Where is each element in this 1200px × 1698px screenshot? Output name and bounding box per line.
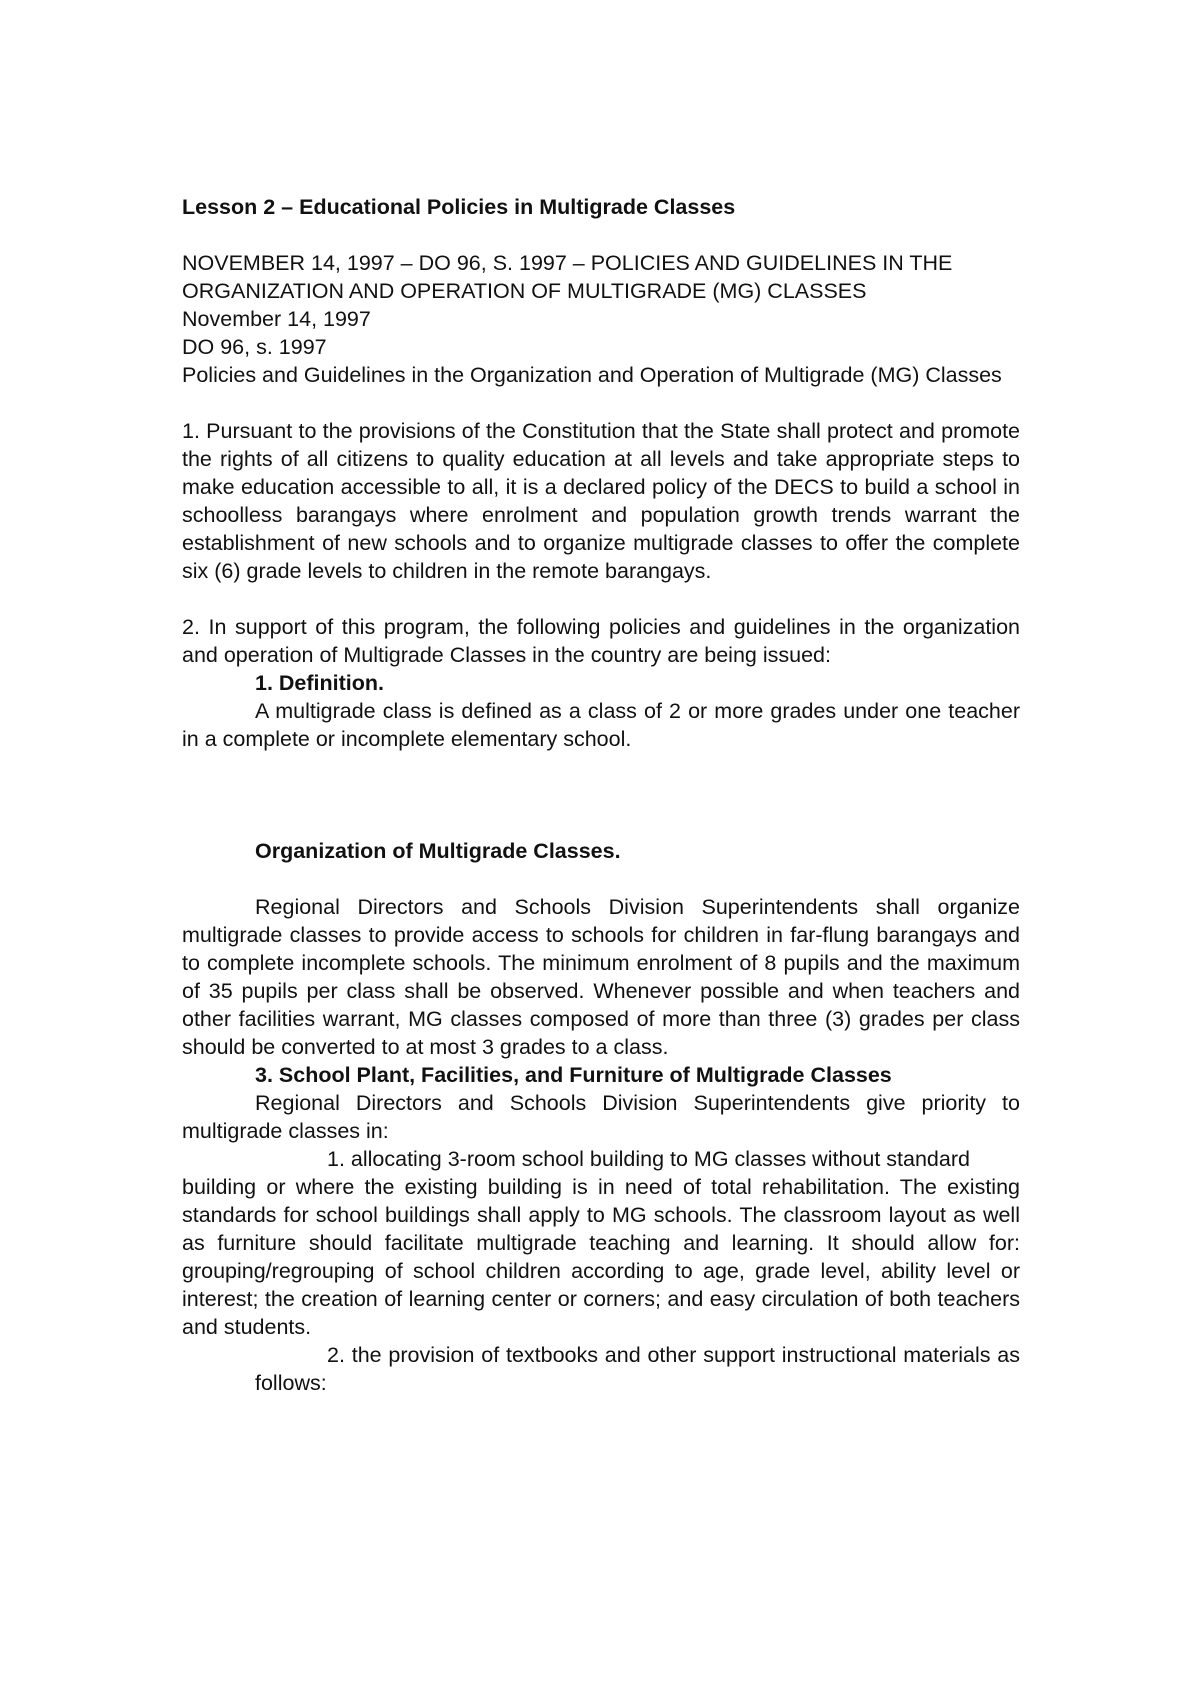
school-plant-intro: Regional Directors and Schools Division Superintendents give priority to multigrade classes in: — [182, 1091, 1020, 1143]
paragraph-2: 2. In support of this program, the following policies and guidelines in the organization and operation of Multigrade Classes in the country are being issued: — [182, 615, 1020, 667]
paragraph-1: 1. Pursuant to the provisions of the Constitution that the State shall protect and promote the rights of all citizens to quality education at all levels and take appropriate steps to make education accessible to all, it is a declared policy of the DECS to build a school in schoolless barangays where enrolment and population growth trends warrant the establishment of new schools and to organize multigrade classes to offer the complete six (6) grade levels to children in the remote barangays. — [182, 419, 1020, 583]
order-subject: Policies and Guidelines in the Organization and Operation of Multigrade (MG) Classes — [182, 363, 1002, 387]
definition-text: A multigrade class is defined as a class of 2 or more grades under one teacher in a complete or incomplete elementary school. — [182, 699, 1020, 751]
list-item-1: 1. allocating 3-room school building to MG classes without standard — [327, 1147, 970, 1171]
list-item-2: 2. the provision of textbooks and other support instructional materials as follows: — [255, 1343, 1020, 1395]
order-date: November 14, 1997 — [182, 307, 371, 331]
lesson-title: Lesson 2 – Educational Policies in Multigrade Classes — [182, 195, 736, 219]
order-number: DO 96, s. 1997 — [182, 335, 327, 359]
document-page — [182, 193, 1020, 1397]
definition-heading: 1. Definition. — [255, 671, 384, 695]
organization-text: Regional Directors and Schools Division Superintendents shall organize multigrade classes to provide access to schools for children in far-flung barangays and to complete incomplete schools. The minimum enrolment of 8 pupils and the maximum of 35 pupils per class shall be observed. Whenever possible and when teachers and other facilities warrant, MG classes composed of more than three (3) grades per class should be converted to at most 3 grades to a class. — [182, 895, 1020, 1059]
order-header-line: NOVEMBER 14, 1997 – DO 96, S. 1997 – POLICIES AND GUIDELINES IN THE ORGANIZATION AND OPERATION OF MULTIGRADE (MG) CLASSES — [182, 251, 953, 303]
school-plant-heading: 3. School Plant, Facilities, and Furniture of Multigrade Classes — [255, 1063, 892, 1087]
organization-heading: Organization of Multigrade Classes. — [255, 839, 621, 863]
list-item-1-continued: building or where the existing building is in need of total rehabilitation. The existing standards for school buildings shall apply to MG schools. The classroom layout as well as furniture should facilitate multigrade teaching and learning. It should allow for: grouping/regrouping of school children according to age, grade level, ability level or interest; the creation of learning center or corners; and easy circulation of both teachers and students. — [182, 1175, 1020, 1339]
